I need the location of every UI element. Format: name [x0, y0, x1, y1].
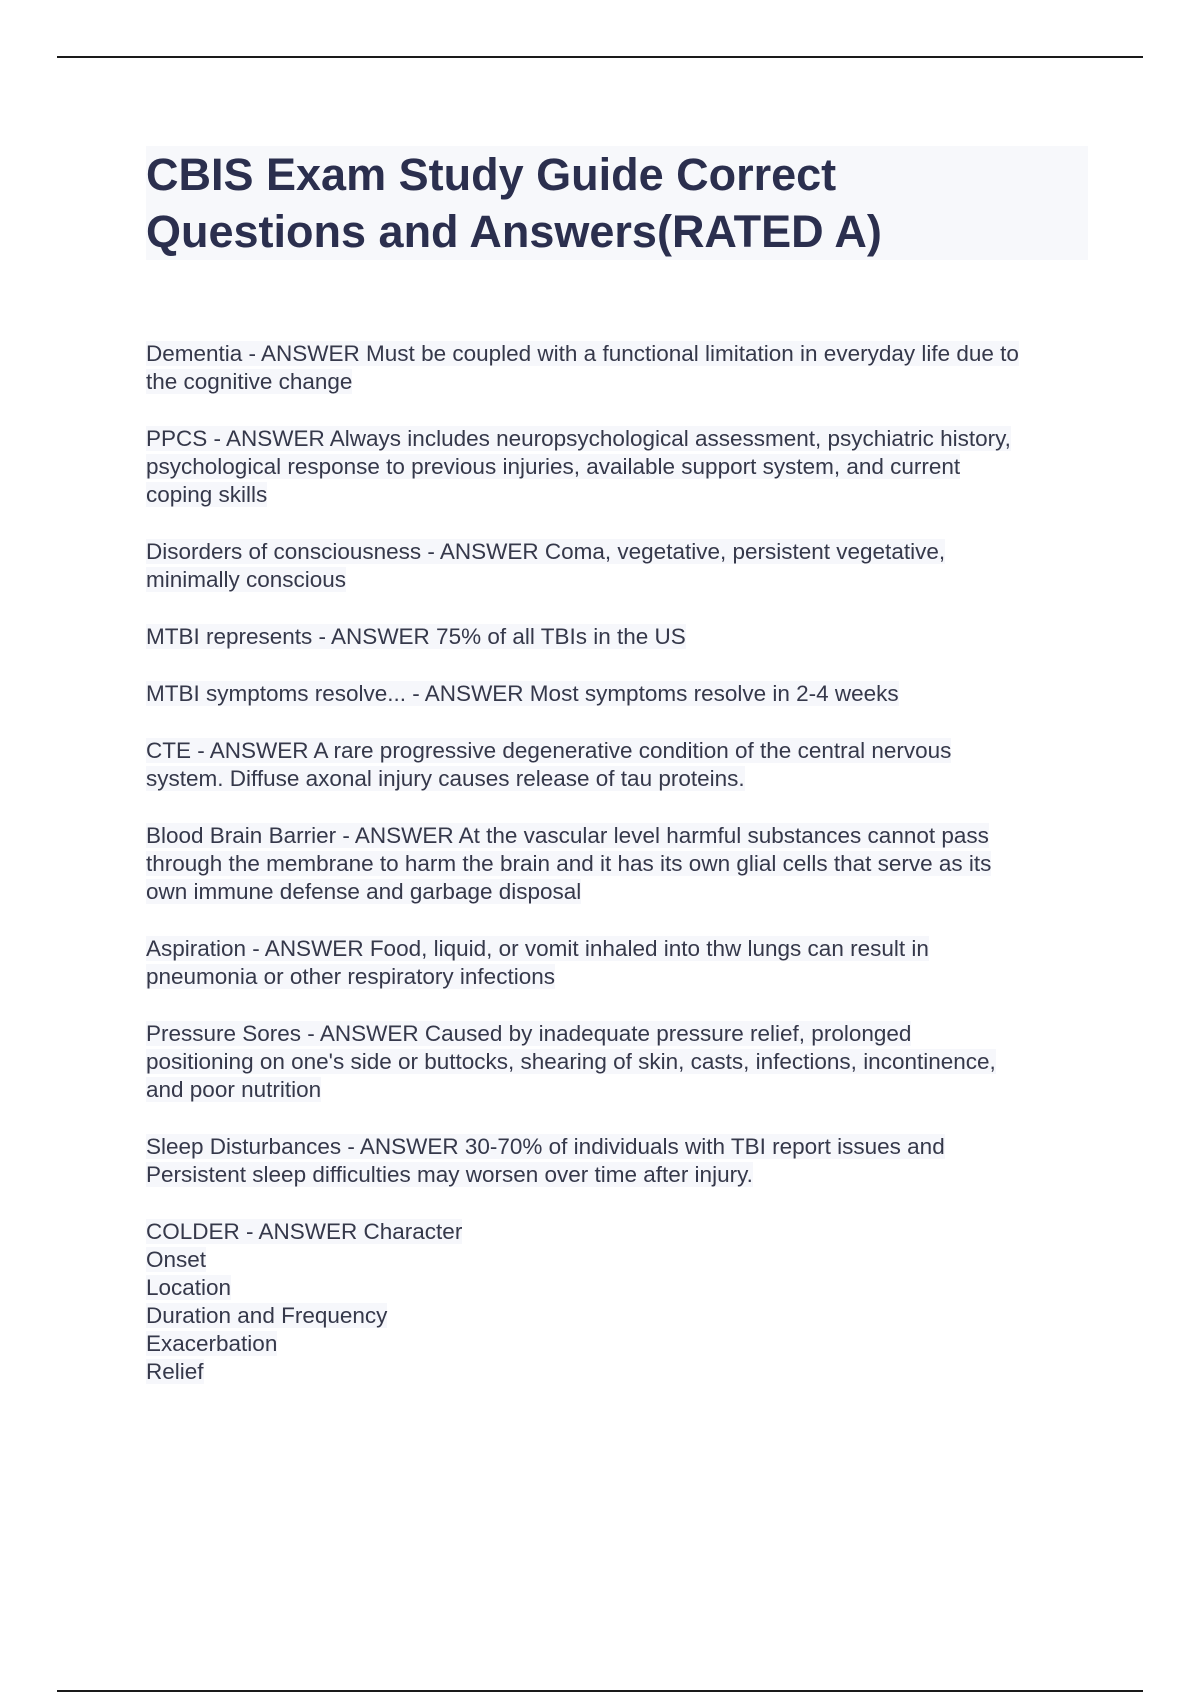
qa-item-blood-brain-barrier [146, 822, 1106, 906]
qa-line: psychological response to previous injuries, available support system, and current [146, 454, 961, 479]
title-line-1: CBIS Exam Study Guide Correct [146, 149, 837, 200]
bottom-rule [57, 1690, 1143, 1692]
qa-item-sleep-disturbances [146, 1133, 1106, 1189]
qa-item-mtbi-symptoms [146, 680, 1106, 708]
qa-line: COLDER - ANSWER Character [146, 1219, 463, 1244]
qa-line: and poor nutrition [146, 1077, 322, 1102]
qa-line: Location [146, 1275, 232, 1300]
qa-line: Onset [146, 1247, 207, 1272]
qa-line: Blood Brain Barrier - ANSWER At the vascular level harmful substances cannot pass [146, 823, 989, 848]
qa-line: Aspiration - ANSWER Food, liquid, or vomit inhaled into thw lungs can result in [146, 936, 929, 961]
qa-line: through the membrane to harm the brain and it has its own glial cells that serve as its [146, 851, 992, 876]
qa-line: CTE - ANSWER A rare progressive degenerative condition of the central nervous [146, 738, 952, 763]
qa-item-aspiration [146, 935, 1106, 991]
qa-line: Duration and Frequency [146, 1303, 388, 1328]
qa-line: pneumonia or other respiratory infections [146, 964, 555, 989]
document-title [146, 146, 1088, 260]
qa-item-cte [146, 737, 1106, 793]
qa-line: Relief [146, 1359, 204, 1384]
qa-line: Pressure Sores - ANSWER Caused by inadequate pressure relief, prolonged [146, 1021, 912, 1046]
qa-line: Sleep Disturbances - ANSWER 30-70% of individuals with TBI report issues and [146, 1134, 945, 1159]
qa-line: own immune defense and garbage disposal [146, 879, 582, 904]
title-line-2: Questions and Answers(RATED A) [146, 206, 882, 257]
qa-line: coping skills [146, 482, 268, 507]
qa-line: PPCS - ANSWER Always includes neuropsychological assessment, psychiatric history, [146, 426, 1011, 451]
qa-list [146, 340, 1106, 1415]
qa-line: Disorders of consciousness - ANSWER Coma, vegetative, persistent vegetative, [146, 539, 946, 564]
qa-item-ppcs [146, 425, 1106, 509]
qa-line: system. Diffuse axonal injury causes release of tau proteins. [146, 766, 745, 791]
qa-line: MTBI represents - ANSWER 75% of all TBIs in the US [146, 624, 686, 649]
qa-line: MTBI symptoms resolve... - ANSWER Most symptoms resolve in 2-4 weeks [146, 681, 899, 706]
qa-line: Exacerbation [146, 1331, 278, 1356]
qa-item-mtbi-represents [146, 623, 1106, 651]
qa-line: Persistent sleep difficulties may worsen over time after injury. [146, 1162, 753, 1187]
qa-item-colder [146, 1218, 1106, 1386]
qa-item-pressure-sores [146, 1020, 1106, 1104]
qa-line: minimally conscious [146, 567, 347, 592]
qa-line: Dementia - ANSWER Must be coupled with a functional limitation in everyday life due to [146, 341, 1019, 366]
qa-item-disorders-of-consciousness [146, 538, 1106, 594]
top-rule [57, 56, 1143, 58]
qa-item-dementia [146, 340, 1106, 396]
qa-line: positioning on one's side or buttocks, shearing of skin, casts, infections, incontinence, [146, 1049, 996, 1074]
qa-line: the cognitive change [146, 369, 353, 394]
